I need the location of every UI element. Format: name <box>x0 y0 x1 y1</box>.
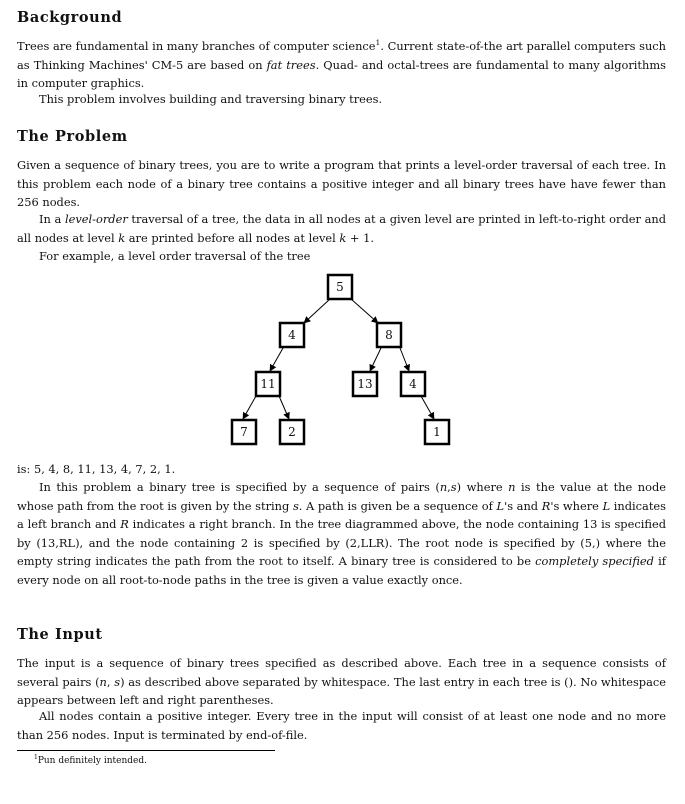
node-label-4-left: 4 <box>288 328 296 342</box>
footnote-rule <box>17 750 275 751</box>
node-label-5: 5 <box>336 280 344 294</box>
edge-4-11 <box>270 348 283 371</box>
problem-paragraph-4: In this problem a binary tree is specified by a sequence of pairs (n,s) where n is the value at the node whose path from the root is given by the string s. A path is given be a sequence of L's and R's where L indicates a left branch and R indicates a right branch. In the tree diagrammed above, the node containing 13 is specified by (13,RL), and the node containing 2 is specified by (2,LLR). The root node is specified by (5,) where the empty string indicates the path from the root to itself. A binary tree is considered to be completely specified if every node on all root-to-node paths in the tree is given a value exactly once. <box>17 480 667 587</box>
input-paragraph-2: All nodes contain a positive integer. Every tree in the input will consist of at least one node and no more than 256 nodes. Input is terminated by end-of-file. <box>17 709 666 742</box>
traversal-result: is: 5, 4, 8, 11, 13, 4, 7, 2, 1. <box>17 462 176 476</box>
node-label-7: 7 <box>240 425 248 439</box>
binary-tree-diagram <box>200 265 480 455</box>
problem-paragraph-1: Given a sequence of binary trees, you are to write a program that prints a level-order traversal of each tree. In this problem each node of a binary tree contains a positive integer and all binary trees have have fewer than 256 nodes. <box>17 158 666 210</box>
problem-paragraph-3: For example, a level order traversal of the tree <box>39 249 311 263</box>
node-label-4-right: 4 <box>409 377 417 391</box>
edge-8-13 <box>370 348 381 371</box>
section-heading-problem: The Problem <box>17 128 128 145</box>
edge-8-4 <box>400 348 409 371</box>
input-paragraph-1: The input is a sequence of binary trees specified as described above. Each tree in a sequence consists of several pairs (n, s) as described above separated by whitespace. The last entry in each tree is (). No whitespace appears between left and right parentheses. <box>17 656 666 708</box>
edge-5-8 <box>351 299 378 323</box>
edge-4-1 <box>421 396 434 419</box>
section-heading-background: Background <box>17 9 123 26</box>
edge-5-4 <box>304 299 330 323</box>
node-label-13: 13 <box>357 377 373 391</box>
edge-11-7 <box>243 396 256 419</box>
node-label-2: 2 <box>288 425 296 439</box>
node-label-11: 11 <box>260 377 276 391</box>
edge-11-2 <box>279 396 289 419</box>
problem-paragraph-2: In a level-order traversal of a tree, the data in all nodes at a given level are printed in left-to-right order and all nodes at level k are printed before all nodes at level k + 1. <box>17 212 666 245</box>
node-label-1: 1 <box>433 425 441 439</box>
node-label-8: 8 <box>385 328 393 342</box>
background-paragraph-1: Trees are fundamental in many branches of computer science$^1$. Current state-of-the art parallel computers such as Thinking Machines' CM-5 are based on fat trees. Quad- and octal-trees are fundamental to many algorithms in computer graphics. <box>17 38 667 91</box>
section-heading-input: The Input <box>17 626 103 643</box>
footnote-ref: 1 <box>375 38 381 47</box>
footnote: $^1$Pun definitely intended. <box>34 754 147 766</box>
background-paragraph-2: This problem involves building and traversing binary trees. <box>39 92 383 106</box>
